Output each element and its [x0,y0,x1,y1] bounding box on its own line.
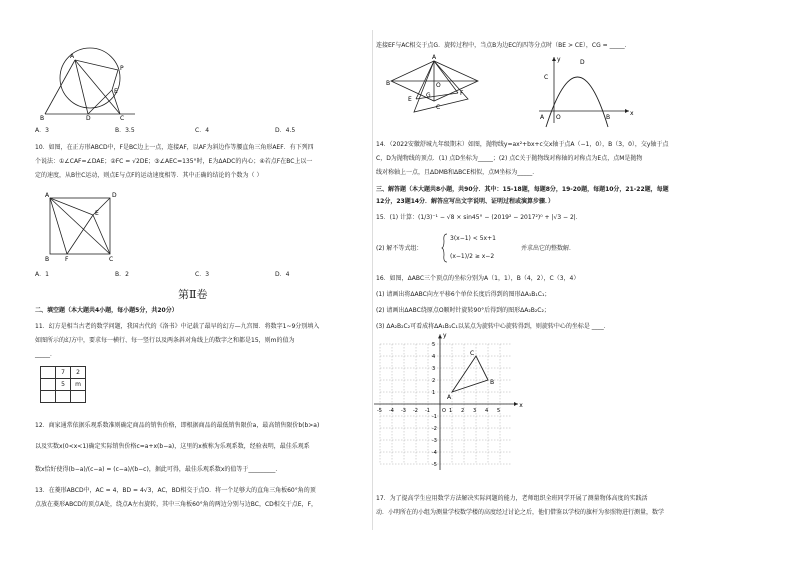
right-column [376,0,768,562]
y-tick-label: 2 [432,378,436,384]
q10-choice-a: A．1 [35,271,49,278]
q11-line2: 如图所示的幻方中，要求每一横行、每一竖行以及两条斜对角线上的数字之和都是15，则m的值为 [35,337,295,344]
point-c-label: C [470,350,475,357]
q14-line2: C，D为抛物线的顶点．(1) 点D坐标为_____；(2) 点C关于抛物线对称轴的对称点为E点，点M是抛物 [376,155,643,162]
q10-label-a: A [45,192,50,199]
solve-header: 三、解答题（本大题共8小题，共90分．其中：15-18题，每题8分，19-20题，每题10分，21-22题，每题 [376,186,669,193]
q14-label-x: x [630,110,634,117]
q10-label-e: E [95,210,99,217]
magic-cell: 7 [56,367,71,379]
x-tick-label: -3 [401,408,406,414]
y-tick-label: -4 [432,450,437,456]
q10-choice-b: B．2 [115,271,129,278]
q9-label-c: C [120,115,125,122]
q13-line3: 连接EF与AC相交于点G．旋转过程中，当点B为边EC的四等分点时（BE > CE），CG = _____． [376,42,631,49]
triangle-abc [452,356,488,392]
column-divider [372,30,373,530]
fill-in-header: 二、填空题（本大题共4小题，每小题5分，共20分） [35,307,178,314]
q16-line2: (1) 请画出将ΔABC向左平移6个单位长度后得到的图形ΔA₁B₁C₁； [376,291,551,298]
q9-label-a: A [70,53,75,60]
q10-label-b: B [45,256,50,263]
q12-line3: 数x恰好使得(b−a)/(c−a) = (c−a)/(b−c)，据此可得，最佳乐观系数x的值等于_________． [35,466,282,473]
magic-cell [41,391,56,403]
q17-line1: 17．为了提高学生应用数学方法解决实际问题的能力，老师组织全班同学开展了测量物体高度的实践活 [376,495,648,502]
y-axis-label: y [443,331,447,339]
q9-choice-b: B．3.5 [115,127,135,134]
q9-figure [40,38,150,122]
magic-row [41,391,86,403]
y-tick-label: -1 [432,414,437,420]
q16-line3: (2) 请画出ΔABC绕原点O顺时针旋转90°后得到的图形ΔA₂B₂C₂； [376,307,550,314]
q10-figure [45,193,135,263]
x-axis-label: x [519,402,523,409]
q16-line4: (3) ΔA₂B₂C₂可看成将ΔA₁B₁C₁以某点为旋转中心旋转得到，则旋转中心的坐标是 ____． [376,323,610,330]
q16-line1: 16．如图，ΔABC三个顶点的坐标分别为A（1，1），B（4，2），C（3，4） [376,275,580,282]
q12-line1: 12．商家通常依据乐观系数准则确定商品的销售价格，即根据商品的最低销售限价a，最高销售限价b(b>a) [35,422,320,429]
q15-ineq-2: (x−1)/2 ≥ x−2 [450,253,495,260]
x-tick-label: 3 [473,408,477,414]
x-tick-label: -4 [389,408,394,414]
magic-square [40,366,86,403]
left-column [30,0,375,562]
q15-ineq-1: 3(x−1) < 5x+1 [450,235,496,242]
x-tick-label: 4 [485,408,489,414]
x-tick-label: 1 [449,408,453,414]
q14-label-c: C [544,74,549,81]
q10-line2: 个说法：①∠CAF=∠DAE；②FC = √2DE；③∠AEC=135°时，E为ΔADC的内心；④若点F在BC上以一 [35,158,313,165]
q13-figure [386,54,486,122]
q14-label-b: B [606,114,611,121]
q13-label-b: B [386,80,391,87]
magic-cell: 5 [56,379,71,391]
x-tick-label: 5 [497,408,501,414]
magic-cell: 2 [71,367,86,379]
q16-coordinate-grid [376,331,556,470]
q9-label-d: D [86,115,91,122]
q13-label-o: O [436,82,441,89]
magic-row [41,367,86,379]
origin-label: O [442,408,446,414]
q17-line2: 动．小明所在的小组为测量学校数学楼的高度经过讨论之后，他们借鉴以学校的旗杆为参照物进行测量，数学 [376,509,665,516]
magic-cell: m [71,379,86,391]
q15-part2-label: (2) 解不等式组： [376,245,423,252]
q10-line1: 10．如图，在正方形ABCD中，F是BC边上一点，连接AF，以AF为斜边作等腰直角三角形AEF．有下列四 [35,144,314,151]
q14-line1: 14．（2022安徽舒城九年级期末）如图，抛物线y=ax²+bx+c交x轴于点A（−1，0），B（3，0），交y轴于点 [376,141,669,148]
y-tick-label: 1 [432,390,436,396]
y-tick-label: 5 [432,342,436,348]
section-2-title: 第Ⅱ卷 [178,288,208,301]
y-tick-label: 3 [432,366,436,372]
q10-choice-d: D．4 [275,271,290,278]
magic-cell [41,379,56,391]
magic-row [41,379,86,391]
q9-label-b: B [40,115,45,122]
y-tick-label: -5 [432,462,437,468]
q9-choice-a: A．3 [35,127,49,134]
q14-label-d: D [580,59,585,66]
q9-label-e: E [114,88,118,95]
x-axis-arrow [514,402,518,406]
q13-label-f: F [460,90,464,97]
y-axis-arrow [438,334,442,338]
q14-label-o: O [556,114,561,121]
q9-choice-c: C．4 [195,127,210,134]
q13-label-a: A [432,54,437,61]
q10-choice-c: C．3 [195,271,210,278]
magic-cell [56,391,71,403]
magic-cell [71,391,86,403]
q14-line3: 线对称轴上一点，且ΔDMB和ΔBCE相似，点M坐标为_____． [376,169,539,176]
q13-line2: 点放在菱形ABCD的顶点A处，绕点A左右旋转，其中三角板60°角的两边分别与边BC，CD相交于点E，F， [35,501,318,508]
q9-choice-d: D．4.5 [275,127,296,134]
q11-line1: 11．幻方是相当古老的数学问题，我国古代的《洛书》中记载了最早的幻方—九宫图．将数字1~9分别填入 [35,323,320,330]
q10-label-f: F [65,256,69,263]
q10-label-c: C [109,256,114,263]
x-tick-label: -1 [425,408,430,414]
q13-label-e: E [408,96,412,103]
x-tick-label: 2 [461,408,465,414]
x-tick-label: -2 [413,408,418,414]
point-a-label: A [447,394,452,401]
y-tick-label: -3 [432,438,437,444]
q13-line1: 13．在菱形ABCD中，AC = 4，BD = 4√3，AC，BD相交于点O．将一个足够大的直角三角板60°角的顶 [35,487,316,494]
q10-label-d: D [112,192,117,199]
x-tick-label: -5 [377,408,382,414]
q13-label-c: C [436,104,441,111]
q15-part2-tail: 并求出它的整数解． [521,245,576,252]
solve-header-2: 12分，23题14分．解答应写出文字说明、证明过程或演算步骤．） [376,198,555,205]
y-tick-label: -2 [432,426,437,432]
q14-label-a: A [540,114,545,121]
point-b-label: B [490,379,495,386]
q9-label-p: P [120,65,124,72]
q10-line3: 定的速度，从B往C运动，则点E与点F的运动速度相等．其中正确的结论的个数为（ ） [35,172,263,179]
q14-label-y: y [557,56,561,63]
q12-line2: 以及实数x(0<x<1)确定实际销售价格c=a+x(b−a)，这里的x被称为乐观系数，经验表明，最佳乐观系 [35,443,310,450]
q13-label-g: G [426,92,431,99]
y-tick-label: 4 [432,354,436,360]
magic-cell [41,367,56,379]
q15-brace [442,233,448,263]
q11-line3: _____． [35,351,57,358]
q15-part1: 15．(1) 计算：(1/3)⁻¹ − √8 × sin45° − (2019² − 2017²)⁰ + |√3 − 2|． [376,214,582,221]
q14-figure [534,55,634,125]
